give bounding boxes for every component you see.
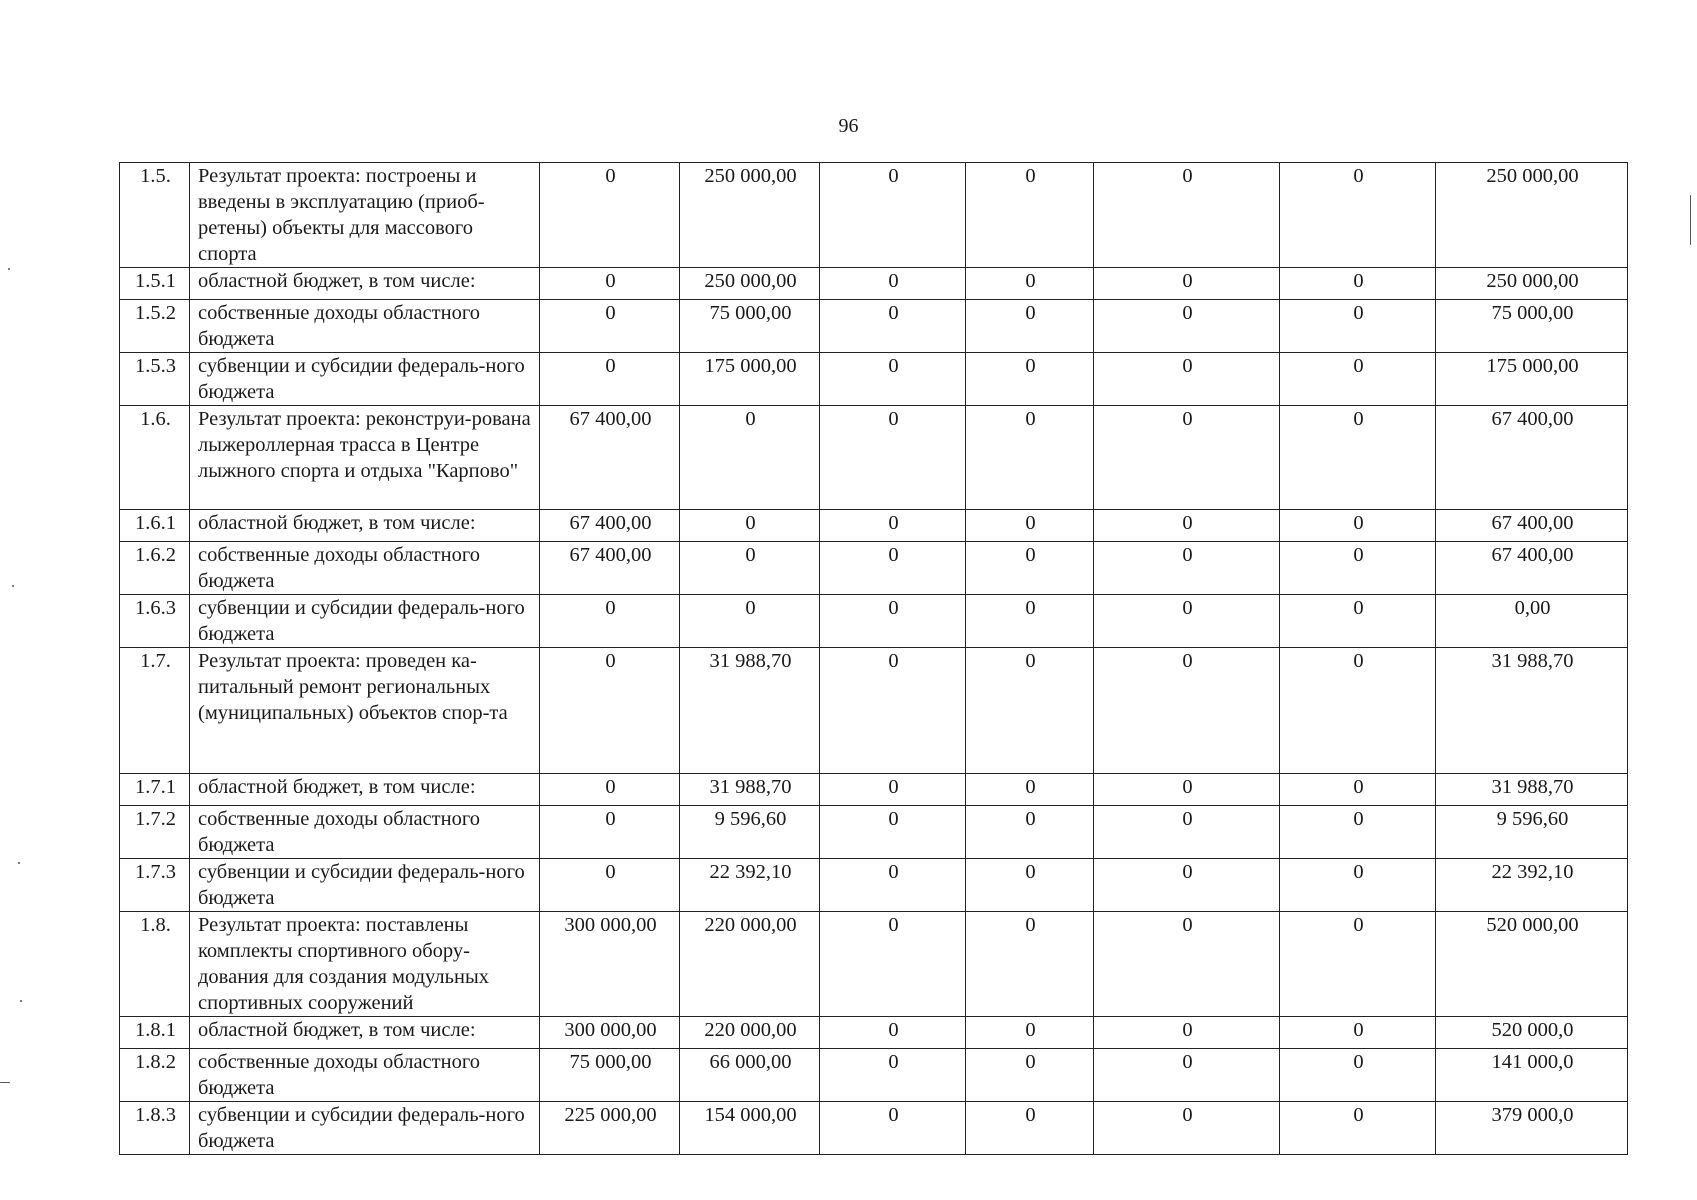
total-cell: 9 596,60 xyxy=(1436,806,1628,859)
table-row xyxy=(120,406,1628,510)
value-cell: 0 xyxy=(966,268,1094,300)
value-cell: 0 xyxy=(540,859,680,912)
value-cell: 300 000,00 xyxy=(540,1017,680,1049)
value-cell: 67 400,00 xyxy=(540,406,680,510)
value-cell: 0 xyxy=(1094,912,1280,1017)
row-label: субвенции и субсидии федераль-ного бюджета xyxy=(190,353,540,406)
row-label: областной бюджет, в том числе: xyxy=(190,510,540,542)
row-number: 1.5.1 xyxy=(120,268,190,300)
value-cell: 0 xyxy=(820,1102,966,1155)
scan-speck xyxy=(0,1082,10,1083)
row-number: 1.6.2 xyxy=(120,542,190,595)
row-number: 1.5. xyxy=(120,163,190,268)
scan-speck xyxy=(8,268,10,270)
value-cell: 66 000,00 xyxy=(680,1049,820,1102)
total-cell: 175 000,00 xyxy=(1436,353,1628,406)
value-cell: 0 xyxy=(966,774,1094,806)
value-cell: 220 000,00 xyxy=(680,1017,820,1049)
value-cell: 0 xyxy=(540,648,680,774)
budget-table xyxy=(119,162,1628,1155)
value-cell: 0 xyxy=(1280,268,1436,300)
table-row xyxy=(120,542,1628,595)
total-cell: 141 000,0 xyxy=(1436,1049,1628,1102)
value-cell: 0 xyxy=(966,353,1094,406)
value-cell: 250 000,00 xyxy=(680,268,820,300)
table-row xyxy=(120,1102,1628,1155)
row-number: 1.5.2 xyxy=(120,300,190,353)
value-cell: 0 xyxy=(1280,648,1436,774)
value-cell: 9 596,60 xyxy=(680,806,820,859)
value-cell: 0 xyxy=(966,912,1094,1017)
row-label: собственные доходы областного бюджета xyxy=(190,806,540,859)
total-cell: 520 000,0 xyxy=(1436,1017,1628,1049)
value-cell: 0 xyxy=(1094,1017,1280,1049)
value-cell: 0 xyxy=(1280,353,1436,406)
table-row xyxy=(120,300,1628,353)
value-cell: 0 xyxy=(966,1049,1094,1102)
value-cell: 250 000,00 xyxy=(680,163,820,268)
row-label: Результат проекта: поставлены комплекты спортивного обору-дования для создания модульных спортивных сооружений xyxy=(190,912,540,1017)
row-label: субвенции и субсидии федераль-ного бюджета xyxy=(190,859,540,912)
value-cell: 0 xyxy=(966,1017,1094,1049)
value-cell: 0 xyxy=(1280,859,1436,912)
value-cell: 0 xyxy=(680,510,820,542)
value-cell: 0 xyxy=(820,510,966,542)
value-cell: 0 xyxy=(1280,774,1436,806)
value-cell: 31 988,70 xyxy=(680,648,820,774)
value-cell: 0 xyxy=(540,300,680,353)
value-cell: 0 xyxy=(966,806,1094,859)
scan-speck xyxy=(20,1000,22,1002)
scan-speck xyxy=(18,862,20,864)
value-cell: 0 xyxy=(680,542,820,595)
scan-speck xyxy=(1690,195,1691,245)
value-cell: 0 xyxy=(966,648,1094,774)
total-cell: 250 000,00 xyxy=(1436,268,1628,300)
value-cell: 75 000,00 xyxy=(540,1049,680,1102)
value-cell: 0 xyxy=(1280,1102,1436,1155)
row-number: 1.6.1 xyxy=(120,510,190,542)
total-cell: 22 392,10 xyxy=(1436,859,1628,912)
page-number: 96 xyxy=(838,115,859,137)
value-cell: 0 xyxy=(820,774,966,806)
total-cell: 67 400,00 xyxy=(1436,510,1628,542)
value-cell: 0 xyxy=(1094,268,1280,300)
scan-speck xyxy=(12,585,14,587)
row-number: 1.7.3 xyxy=(120,859,190,912)
value-cell: 0 xyxy=(540,806,680,859)
row-label: субвенции и субсидии федераль-ного бюджета xyxy=(190,595,540,648)
row-label: областной бюджет, в том числе: xyxy=(190,268,540,300)
table-row xyxy=(120,510,1628,542)
row-label: собственные доходы областного бюджета xyxy=(190,300,540,353)
value-cell: 0 xyxy=(1094,406,1280,510)
total-cell: 67 400,00 xyxy=(1436,406,1628,510)
value-cell: 0 xyxy=(1094,353,1280,406)
table-body xyxy=(120,163,1628,1155)
value-cell: 0 xyxy=(540,353,680,406)
value-cell: 0 xyxy=(680,406,820,510)
table-row xyxy=(120,595,1628,648)
value-cell: 0 xyxy=(820,353,966,406)
total-cell: 31 988,70 xyxy=(1436,648,1628,774)
total-cell: 67 400,00 xyxy=(1436,542,1628,595)
row-number: 1.7.2 xyxy=(120,806,190,859)
row-number: 1.8.1 xyxy=(120,1017,190,1049)
value-cell: 0 xyxy=(820,406,966,510)
table-row xyxy=(120,268,1628,300)
row-number: 1.8.3 xyxy=(120,1102,190,1155)
value-cell: 0 xyxy=(1280,406,1436,510)
value-cell: 0 xyxy=(966,542,1094,595)
value-cell: 67 400,00 xyxy=(540,542,680,595)
value-cell: 154 000,00 xyxy=(680,1102,820,1155)
value-cell: 300 000,00 xyxy=(540,912,680,1017)
total-cell: 0,00 xyxy=(1436,595,1628,648)
value-cell: 0 xyxy=(966,595,1094,648)
table-row xyxy=(120,859,1628,912)
value-cell: 0 xyxy=(1280,542,1436,595)
value-cell: 0 xyxy=(820,268,966,300)
value-cell: 0 xyxy=(540,163,680,268)
row-number: 1.7. xyxy=(120,648,190,774)
table-row xyxy=(120,806,1628,859)
value-cell: 0 xyxy=(1094,1102,1280,1155)
value-cell: 0 xyxy=(820,595,966,648)
value-cell: 0 xyxy=(540,268,680,300)
total-cell: 379 000,0 xyxy=(1436,1102,1628,1155)
value-cell: 75 000,00 xyxy=(680,300,820,353)
value-cell: 0 xyxy=(1094,806,1280,859)
value-cell: 0 xyxy=(540,595,680,648)
row-number: 1.7.1 xyxy=(120,774,190,806)
row-label: областной бюджет, в том числе: xyxy=(190,774,540,806)
value-cell: 0 xyxy=(820,542,966,595)
value-cell: 0 xyxy=(820,648,966,774)
row-label: субвенции и субсидии федераль-ного бюджета xyxy=(190,1102,540,1155)
row-label: Результат проекта: проведен ка-питальный ремонт региональных (муниципальных) объектов спор-та xyxy=(190,648,540,774)
table-row xyxy=(120,163,1628,268)
total-cell: 250 000,00 xyxy=(1436,163,1628,268)
value-cell: 0 xyxy=(1280,806,1436,859)
row-number: 1.6.3 xyxy=(120,595,190,648)
value-cell: 0 xyxy=(1094,1049,1280,1102)
value-cell: 0 xyxy=(966,510,1094,542)
row-number: 1.8. xyxy=(120,912,190,1017)
value-cell: 0 xyxy=(966,1102,1094,1155)
value-cell: 0 xyxy=(820,300,966,353)
table-row xyxy=(120,648,1628,774)
value-cell: 67 400,00 xyxy=(540,510,680,542)
row-number: 1.8.2 xyxy=(120,1049,190,1102)
value-cell: 0 xyxy=(1094,595,1280,648)
value-cell: 0 xyxy=(1094,648,1280,774)
value-cell: 225 000,00 xyxy=(540,1102,680,1155)
table-row xyxy=(120,353,1628,406)
value-cell: 0 xyxy=(1280,510,1436,542)
value-cell: 0 xyxy=(966,300,1094,353)
row-label: областной бюджет, в том числе: xyxy=(190,1017,540,1049)
value-cell: 0 xyxy=(1280,1017,1436,1049)
value-cell: 0 xyxy=(820,1049,966,1102)
row-number: 1.6. xyxy=(120,406,190,510)
row-label: собственные доходы областного бюджета xyxy=(190,542,540,595)
value-cell: 0 xyxy=(1094,774,1280,806)
value-cell: 0 xyxy=(820,859,966,912)
value-cell: 0 xyxy=(820,912,966,1017)
value-cell: 0 xyxy=(1280,1049,1436,1102)
value-cell: 0 xyxy=(966,406,1094,510)
value-cell: 0 xyxy=(820,163,966,268)
total-cell: 75 000,00 xyxy=(1436,300,1628,353)
row-label: Результат проекта: реконструи-рована лыжероллерная трасса в Центре лыжного спорта и отдыха "Карпово" xyxy=(190,406,540,510)
value-cell: 0 xyxy=(1280,163,1436,268)
row-label: Результат проекта: построены и введены в эксплуатацию (приоб-ретены) объекты для массового спорта xyxy=(190,163,540,268)
value-cell: 0 xyxy=(966,859,1094,912)
value-cell: 0 xyxy=(1280,912,1436,1017)
value-cell: 0 xyxy=(680,595,820,648)
value-cell: 0 xyxy=(540,774,680,806)
table-row xyxy=(120,912,1628,1017)
table-row xyxy=(120,774,1628,806)
value-cell: 0 xyxy=(966,163,1094,268)
table-row xyxy=(120,1017,1628,1049)
row-number: 1.5.3 xyxy=(120,353,190,406)
row-label: собственные доходы областного бюджета xyxy=(190,1049,540,1102)
table-row xyxy=(120,1049,1628,1102)
value-cell: 0 xyxy=(820,806,966,859)
value-cell: 0 xyxy=(1094,163,1280,268)
total-cell: 31 988,70 xyxy=(1436,774,1628,806)
value-cell: 0 xyxy=(1094,542,1280,595)
value-cell: 31 988,70 xyxy=(680,774,820,806)
value-cell: 175 000,00 xyxy=(680,353,820,406)
value-cell: 0 xyxy=(1094,510,1280,542)
value-cell: 0 xyxy=(820,1017,966,1049)
value-cell: 22 392,10 xyxy=(680,859,820,912)
value-cell: 0 xyxy=(1094,300,1280,353)
value-cell: 0 xyxy=(1280,300,1436,353)
value-cell: 220 000,00 xyxy=(680,912,820,1017)
total-cell: 520 000,00 xyxy=(1436,912,1628,1017)
value-cell: 0 xyxy=(1094,859,1280,912)
value-cell: 0 xyxy=(1280,595,1436,648)
